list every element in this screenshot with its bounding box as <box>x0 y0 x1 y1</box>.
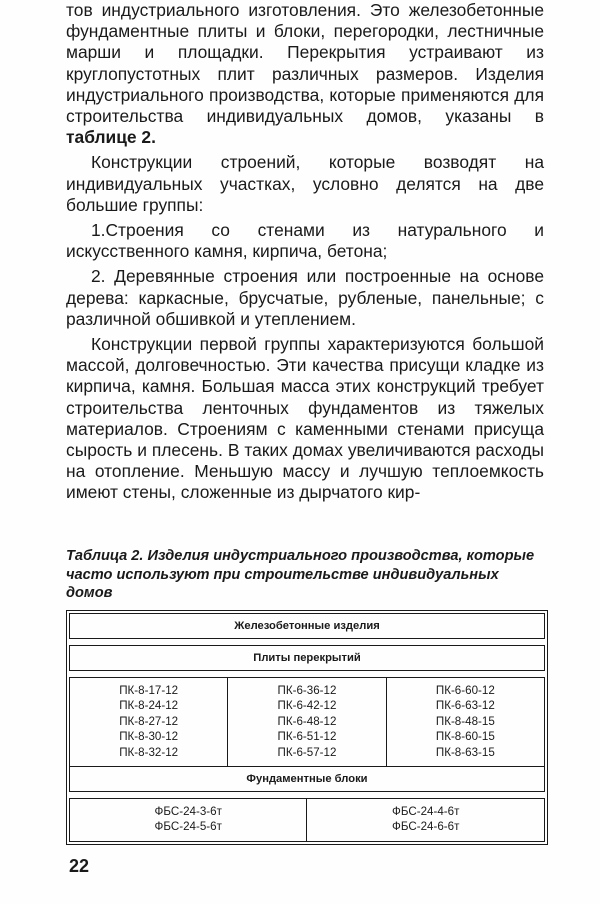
slab-code: ПК-8-32-12 <box>119 745 179 759</box>
products-table <box>66 610 548 845</box>
slab-code: ПК-6-36-12 <box>277 684 337 697</box>
slab-code: ПК-8-30-12 <box>119 730 179 744</box>
slab-code: ПК-8-60-15 <box>435 730 495 744</box>
table-reference: таблице 2. <box>66 127 156 148</box>
block-code: ФБС-24-3-6т <box>154 805 222 819</box>
slab-column-2 <box>228 678 386 767</box>
blocks-column-left <box>70 799 307 842</box>
slab-code: ПК-6-60-12 <box>435 684 495 697</box>
block-code: ФБС-24-6-6т <box>392 820 460 834</box>
blocks-column-right <box>307 799 545 842</box>
page-number: 22 <box>69 856 90 876</box>
block-code: ФБС-24-4-6т <box>392 805 460 819</box>
body-text <box>66 0 544 504</box>
slab-code: ПК-6-51-12 <box>277 730 337 744</box>
slab-code: ПК-6-57-12 <box>277 745 337 759</box>
page-body <box>66 0 544 508</box>
section-floor-slabs: Плиты перекрытий <box>70 646 545 671</box>
paragraph-3: 1.Строения со стенами из натурального и искусственного камня, кирпича, бетона; <box>66 220 544 262</box>
slab-code: ПК-6-48-12 <box>277 714 337 728</box>
section-foundation-blocks: Фундаментные блоки <box>70 767 545 792</box>
slab-column-1 <box>70 678 228 767</box>
slab-code: ПК-8-17-12 <box>119 684 179 697</box>
slab-code: ПК-8-24-12 <box>119 699 179 713</box>
paragraph-1: тов индустриального изготовления. Это железобетонные фундаментные плиты и блоки, перегородки, лестничные марши и площадки. Перекрытия устраивают из круглопустотных плит различных размеров. Изделия индустриального производства, которые применяются для строительства индивидуальных домов, указаны в таблице 2. <box>66 0 544 148</box>
slab-column-3 <box>386 678 544 767</box>
table-caption: Таблица 2. Изделия индустриального производства, которые часто используют при строительстве индивидуальных домов <box>66 548 535 601</box>
slab-code: ПК-6-63-12 <box>435 699 495 713</box>
table-header: Железобетонные изделия <box>70 614 545 639</box>
slab-code: ПК-8-27-12 <box>119 714 179 728</box>
block-code: ФБС-24-5-6т <box>154 820 222 834</box>
paragraph-5: Конструкции первой группы характеризуются большой массой, долговечностью. Эти качества присущи кладке из кирпича, камня. Большая масса этих конструкций требует строительства ленточных фундаментов из тяжелых материалов. Строениям с каменными стенами присуща сырость и плесень. В таких домах увеличиваются расходы на отопление. Меньшую массу и лучшую теплоемкость имеют стены, сложенные из дырчатого кир- <box>66 334 544 503</box>
paragraph-2: Конструкции строений, которые возводят на индивидуальных участках, условно делятся на две большие группы: <box>66 152 544 215</box>
slab-code: ПК-8-48-15 <box>435 714 495 728</box>
slab-code: ПК-6-42-12 <box>277 699 337 713</box>
paragraph-4: 2. Деревянные строения или построенные на основе дерева: каркасные, брусчатые, рубленые, панельные; с различной обшивкой и утеплением. <box>66 266 544 329</box>
slab-code: ПК-8-63-15 <box>435 745 495 759</box>
